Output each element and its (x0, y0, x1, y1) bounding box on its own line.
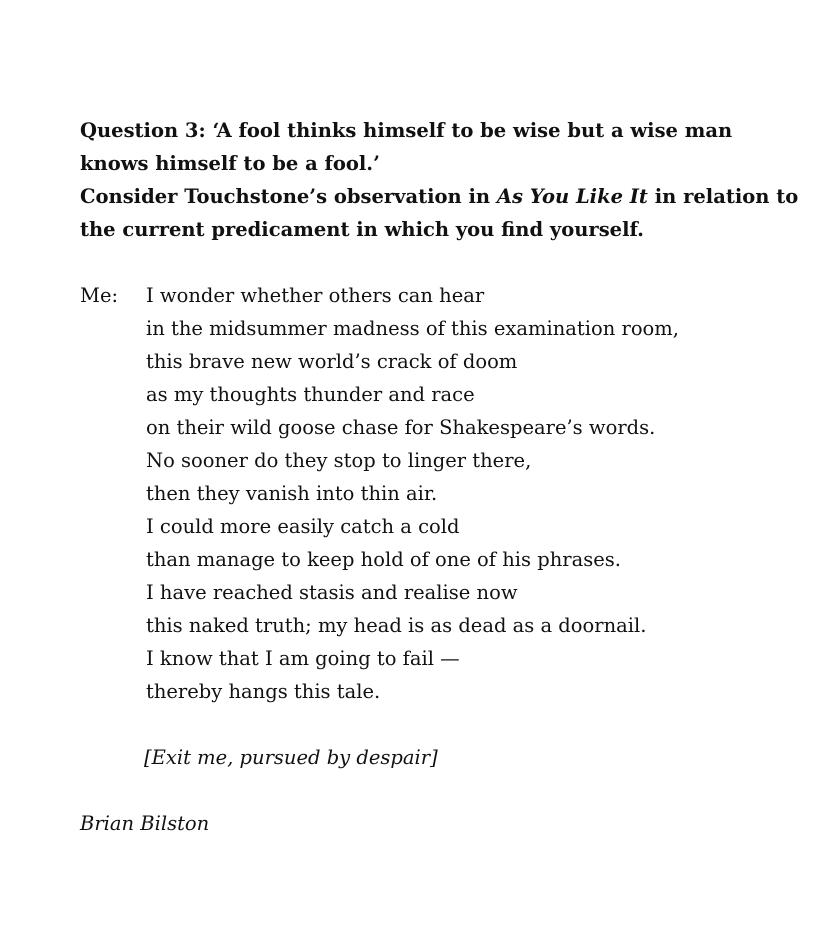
poem-line: in the midsummer madness of this examination room, (146, 317, 679, 340)
play-title: As You Like It (496, 185, 648, 208)
question-line: the current predicament in which you find yourself. (80, 218, 644, 241)
poem-line: I could more easily catch a cold (146, 515, 460, 538)
speaker-label: Me: (80, 284, 119, 307)
poem-line: I wonder whether others can hear (146, 284, 485, 307)
question-line: knows himself to be a fool.’ (80, 152, 380, 175)
question-prompt (80, 114, 799, 246)
poem-lines (146, 279, 786, 708)
poem-line: No sooner do they stop to linger there, (146, 449, 532, 472)
poem-line: this naked truth; my head is as dead as a doornail. (146, 614, 647, 637)
poem-line: then they vanish into thin air. (146, 482, 438, 505)
poem-line: I know that I am going to fail — (146, 647, 460, 670)
question-text: Consider Touchstone’s observation in (80, 185, 497, 208)
poem-line: this brave new world’s crack of doom (146, 350, 518, 373)
poem-line: on their wild goose chase for Shakespeare’s words. (146, 416, 656, 439)
question-line (80, 180, 799, 213)
poem-line: I have reached stasis and realise now (146, 581, 518, 604)
author-name: Brian Bilston (80, 812, 210, 835)
poem-line: than manage to keep hold of one of his phrases. (146, 548, 621, 571)
question-line: Question 3: ‘A fool thinks himself to be wise but a wise man (80, 119, 733, 142)
stage-direction: [Exit me, pursued by despair] (144, 746, 438, 769)
question-text: in relation to (647, 185, 799, 208)
poem-line: thereby hangs this tale. (146, 680, 381, 703)
poem-line: as my thoughts thunder and race (146, 383, 475, 406)
